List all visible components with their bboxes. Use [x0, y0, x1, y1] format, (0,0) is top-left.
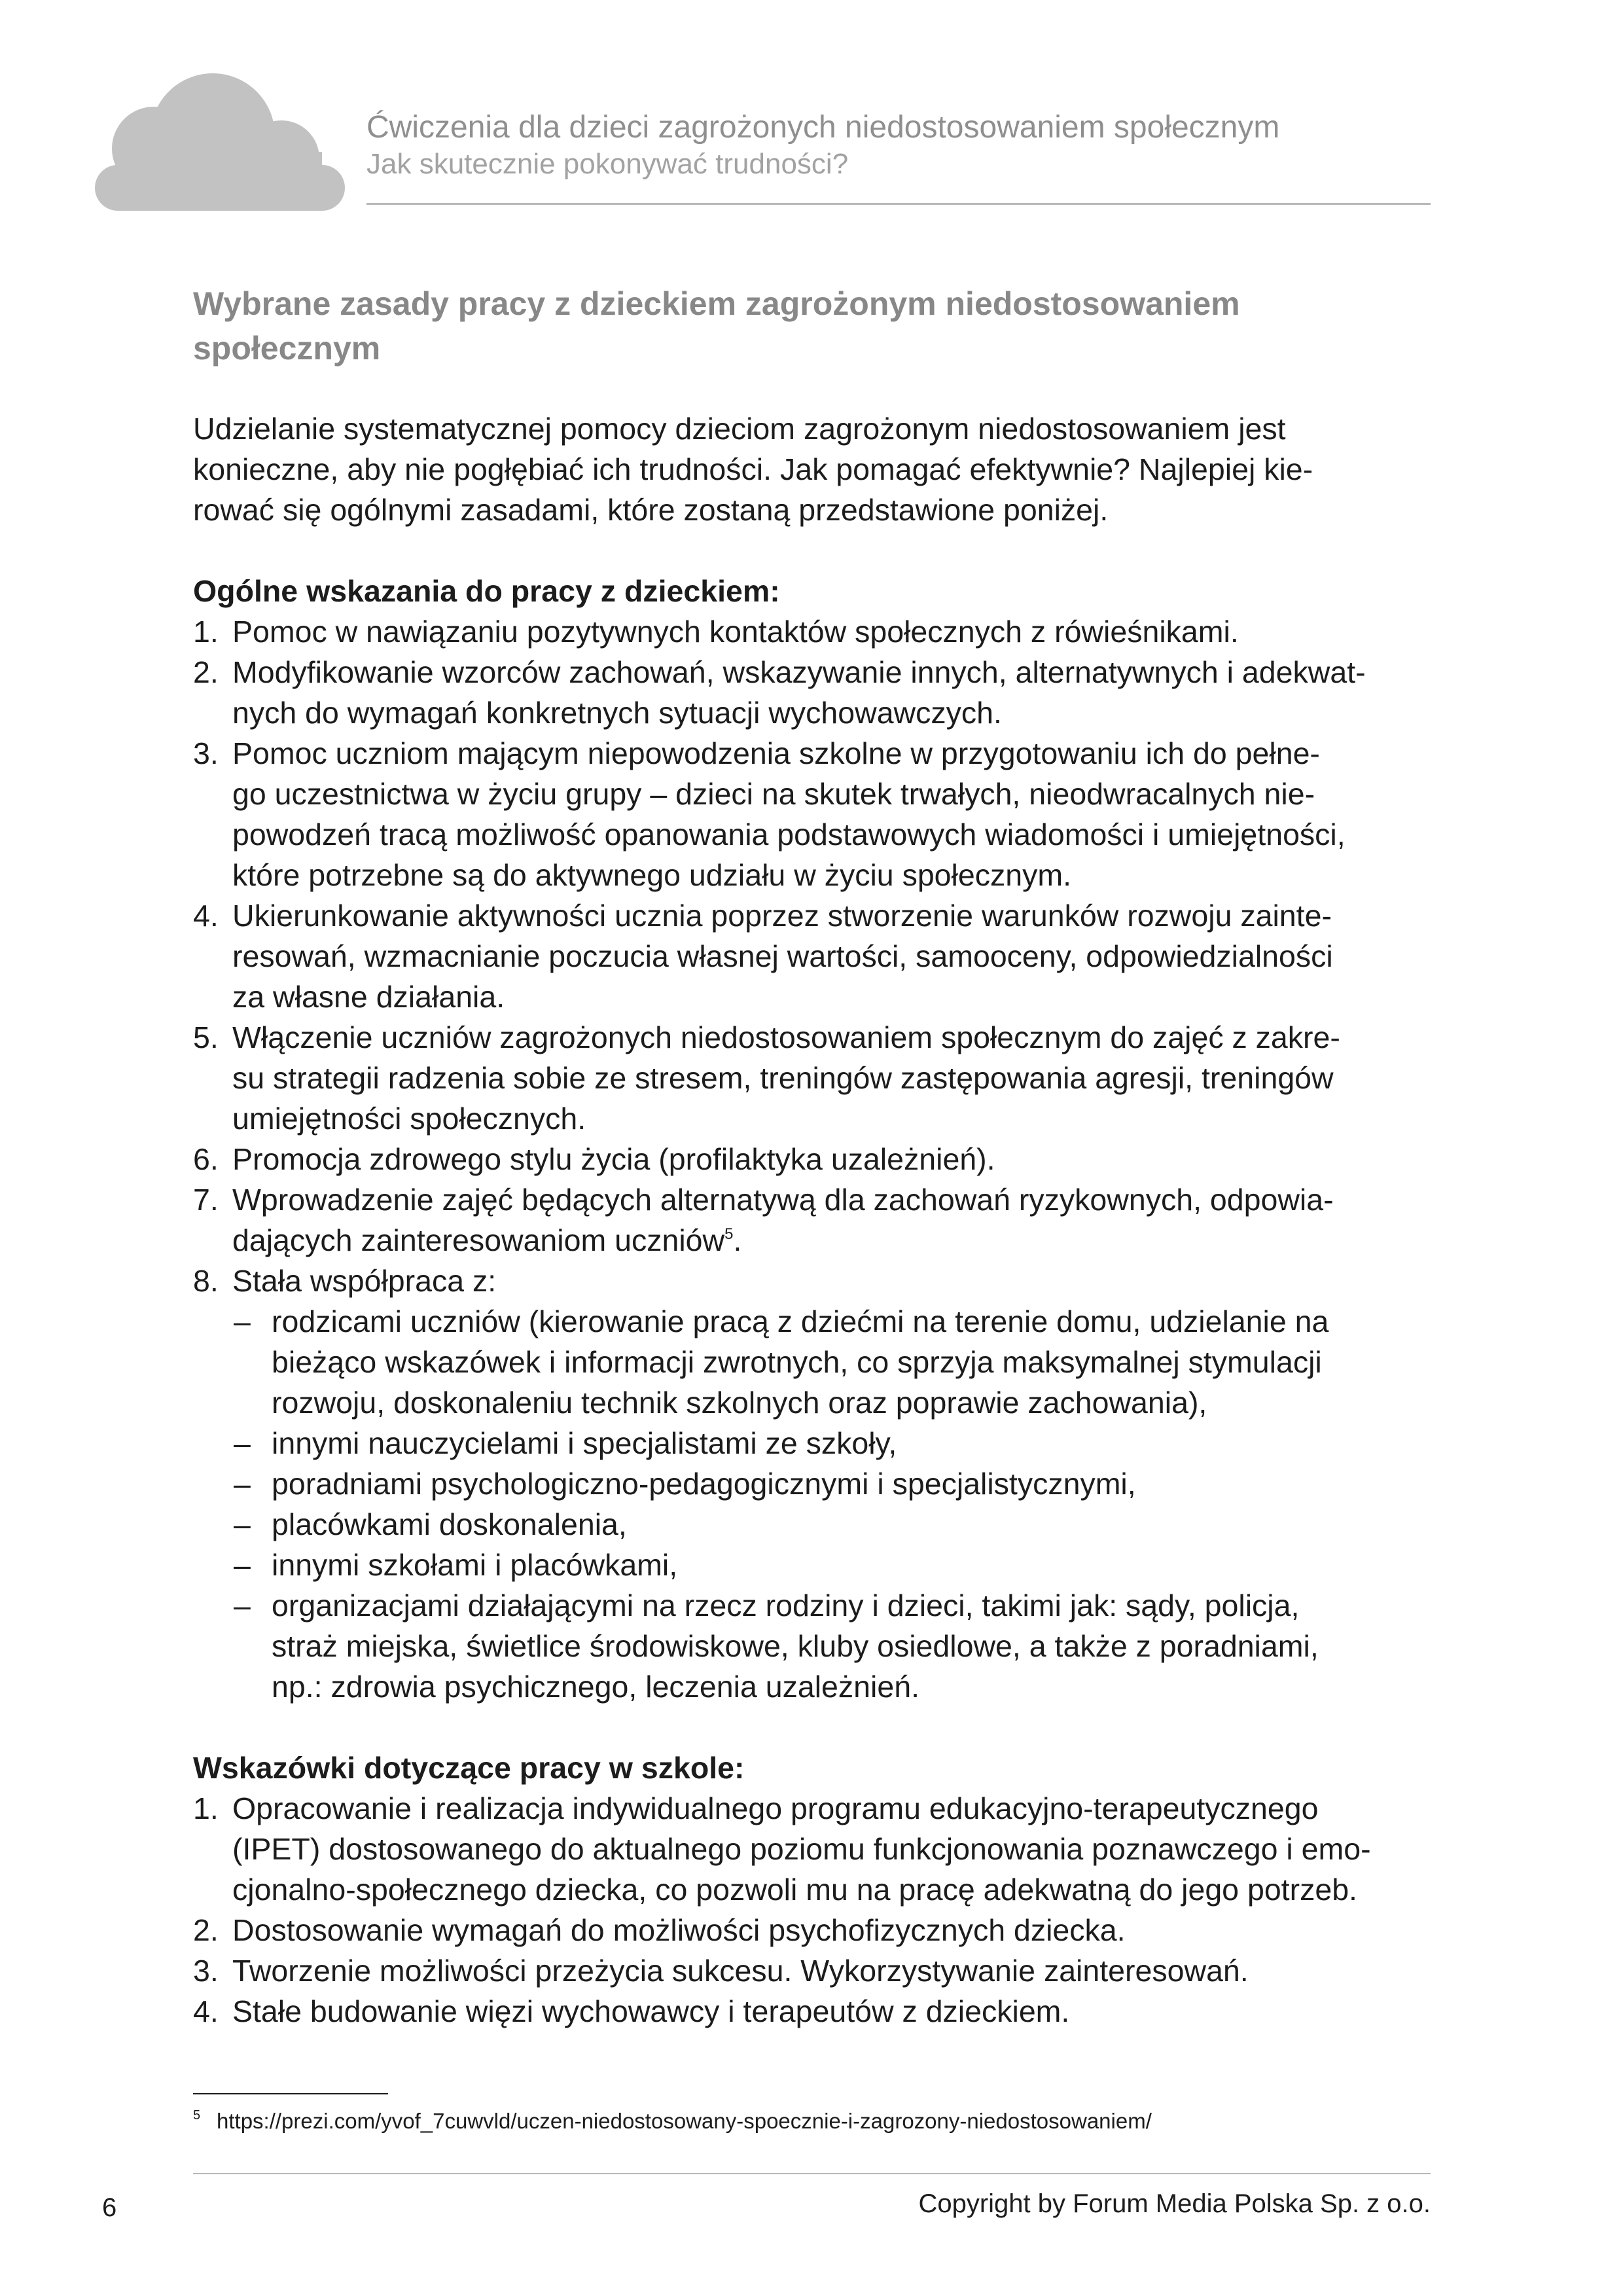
list-item-line: bieżąco wskazówek i informacji zwrotnych, co sprzyja maksymalnej stymulacji: [272, 1345, 1322, 1379]
general-guidelines-list: [193, 611, 1430, 1301]
dash-bullet: –: [234, 1467, 251, 1501]
list-item-line: nych do wymagań konkretnych sytuacji wychowawczych.: [232, 696, 1002, 730]
list-item: [193, 895, 1430, 1017]
cooperation-item: [193, 1545, 1430, 1585]
paragraph-line: konieczne, aby nie pogłębiać ich trudności. Jak pomagać efektywnie? Najlepiej kie-: [193, 452, 1313, 486]
cooperation-item: [193, 1423, 1430, 1463]
list-item: [193, 1261, 1430, 1301]
list-number: 6.: [193, 1142, 219, 1176]
list-item-line: Stałe budowanie więzi wychowawcy i terapeutów z dzieckiem.: [232, 1994, 1070, 2028]
list-item-line: rodzicami uczniów (kierowanie pracą z dziećmi na terenie domu, udzielanie na: [272, 1304, 1329, 1338]
list-item: [193, 1017, 1430, 1139]
list-item-line: powodzeń tracą możliwość opanowania podstawowych wiadomości i umiejętności,: [232, 817, 1346, 852]
list-item-line: su strategii radzenia sobie ze stresem, treningów zastępowania agresji, treningów: [232, 1061, 1334, 1095]
cloud-logo: [92, 73, 347, 211]
list-item-line: resowań, wzmacnianie poczucia własnej wartości, samooceny, odpowiedzialności: [232, 939, 1333, 973]
dash-bullet: –: [234, 1548, 251, 1582]
list-item-line: [232, 1220, 1430, 1261]
main-content: [193, 281, 1430, 2032]
list-item: [193, 733, 1430, 895]
header-title: Ćwiczenia dla dzieci zagrożonych niedostosowaniem społecznym: [366, 110, 1280, 145]
list-item-line: placówkami doskonalenia,: [272, 1507, 627, 1541]
copyright-notice: Copyright by Forum Media Polska Sp. z o.o.: [918, 2189, 1431, 2218]
school-guidelines-list: [193, 1788, 1430, 2032]
list-item: [193, 652, 1430, 733]
footnote-divider: [193, 2093, 388, 2094]
list-item-line: Pomoc uczniom mającym niepowodzenia szkolne w przygotowaniu ich do pełne-: [232, 736, 1320, 770]
list-item-line: Pomoc w nawiązaniu pozytywnych kontaktów społecznych z rówieśnikami.: [232, 615, 1239, 649]
list-item: [193, 1179, 1430, 1261]
list-item-line: Wprowadzenie zajęć będących alternatywą dla zachowań ryzykownych, odpowia-: [232, 1183, 1334, 1217]
list-number: 3.: [193, 736, 219, 770]
list-item-line: poradniami psychologiczno-pedagogicznymi i specjalistycznymi,: [272, 1467, 1136, 1501]
dash-bullet: –: [234, 1507, 251, 1541]
list-number: 2.: [193, 655, 219, 689]
dash-bullet: –: [234, 1588, 251, 1623]
footnote: [193, 2102, 1152, 2134]
school-guidelines-heading: Wskazówki dotyczące pracy w szkole:: [193, 1751, 745, 1785]
list-item: [193, 1788, 1430, 1910]
list-number: 3.: [193, 1954, 219, 1988]
list-item-line: innymi szkołami i placówkami,: [272, 1548, 678, 1582]
dash-bullet: –: [234, 1426, 251, 1460]
cooperation-item: [193, 1504, 1430, 1545]
header-divider: [366, 203, 1431, 205]
list-number: 7.: [193, 1183, 219, 1217]
list-item-line: Dostosowanie wymagań do możliwości psychofizycznych dziecka.: [232, 1913, 1126, 1947]
list-number: 5.: [193, 1020, 219, 1054]
list-item-line: organizacjami działającymi na rzecz rodziny i dzieci, takimi jak: sądy, policja,: [272, 1588, 1300, 1623]
list-item-line: np.: zdrowia psychicznego, leczenia uzależnień.: [272, 1670, 919, 1704]
list-item-line: umiejętności społecznych.: [232, 1102, 586, 1136]
list-number: 1.: [193, 615, 219, 649]
list-item-line: Promocja zdrowego stylu życia (profilaktyka uzależnień).: [232, 1142, 995, 1176]
cooperation-item: [193, 1585, 1430, 1707]
header-subtitle: Jak skutecznie pokonywać trudności?: [366, 148, 849, 180]
list-number: 2.: [193, 1913, 219, 1947]
footnote-reference: 5: [724, 1225, 734, 1243]
list-item: [193, 611, 1430, 652]
list-item-line: Modyfikowanie wzorców zachowań, wskazywanie innych, alternatywnych i adekwat-: [232, 655, 1366, 689]
list-item-line: za własne działania.: [232, 980, 505, 1014]
running-header: [366, 109, 1433, 182]
list-item: [193, 1991, 1430, 2032]
cooperation-item: [193, 1301, 1430, 1423]
list-item: [193, 1139, 1430, 1179]
footnote-url: https://prezi.com/yvof_7cuwvld/uczen-niedostosowany-spoecznie-i-zagrozony-niedostosowaniem/: [217, 2109, 1152, 2133]
list-number: 4.: [193, 899, 219, 933]
list-item-line: które potrzebne są do aktywnego udziału w życiu społecznym.: [232, 858, 1071, 892]
section-title-line: społecznym: [193, 330, 381, 367]
list-item-line: Tworzenie możliwości przeżycia sukcesu. Wykorzystywanie zainteresowań.: [232, 1954, 1249, 1988]
list-item-text: dających zainteresowaniom uczniów: [232, 1223, 725, 1257]
cooperation-list: [193, 1301, 1430, 1707]
paragraph-line: rować się ogólnymi zasadami, które zostaną przedstawione poniżej.: [193, 493, 1109, 527]
list-item-line: go uczestnictwa w życiu grupy – dzieci na skutek trwałych, nieodwracalnych nie-: [232, 777, 1315, 811]
paragraph-line: Udzielanie systematycznej pomocy dzieciom zagrożonym niedostosowaniem jest: [193, 412, 1286, 446]
footer-divider: [193, 2173, 1431, 2174]
footnote-mark: 5: [193, 2108, 201, 2123]
list-item-line: rozwoju, doskonaleniu technik szkolnych oraz poprawie zachowania),: [272, 1386, 1207, 1420]
list-item-line: innymi nauczycielami i specjalistami ze szkoły,: [272, 1426, 897, 1460]
list-item: [193, 1910, 1430, 1950]
list-item-line: Ukierunkowanie aktywności ucznia poprzez stworzenie warunków rozwoju zainte-: [232, 899, 1332, 933]
list-item: [193, 1950, 1430, 1991]
list-number: 4.: [193, 1994, 219, 2028]
list-item-line: Stała współpraca z:: [232, 1264, 497, 1298]
list-item-line: Włączenie uczniów zagrożonych niedostosowaniem społecznym do zajęć z zakre-: [232, 1020, 1340, 1054]
page-number: 6: [102, 2193, 117, 2222]
section-title-line: Wybrane zasady pracy z dzieckiem zagrożonym niedostosowaniem: [193, 285, 1240, 322]
dash-bullet: –: [234, 1304, 251, 1338]
list-item-line: straż miejska, świetlice środowiskowe, kluby osiedlowe, a także z poradniami,: [272, 1629, 1319, 1663]
cooperation-item: [193, 1463, 1430, 1504]
general-guidelines-heading: Ogólne wskazania do pracy z dzieckiem:: [193, 574, 780, 608]
list-item-line: cjonalno-społecznego dziecka, co pozwoli mu na pracę adekwatną do jego potrzeb.: [232, 1873, 1357, 1907]
spacer: [193, 1707, 1430, 1748]
list-number: 8.: [193, 1264, 219, 1298]
list-number: 1.: [193, 1791, 219, 1825]
intro-paragraph: [193, 408, 1430, 530]
section-title: [193, 281, 1371, 370]
list-item-line: Opracowanie i realizacja indywidualnego programu edukacyjno-terapeutycznego: [232, 1791, 1319, 1825]
list-item-text: .: [733, 1223, 742, 1257]
list-item-line: (IPET) dostosowanego do aktualnego poziomu funkcjonowania poznawczego i emo-: [232, 1832, 1371, 1866]
